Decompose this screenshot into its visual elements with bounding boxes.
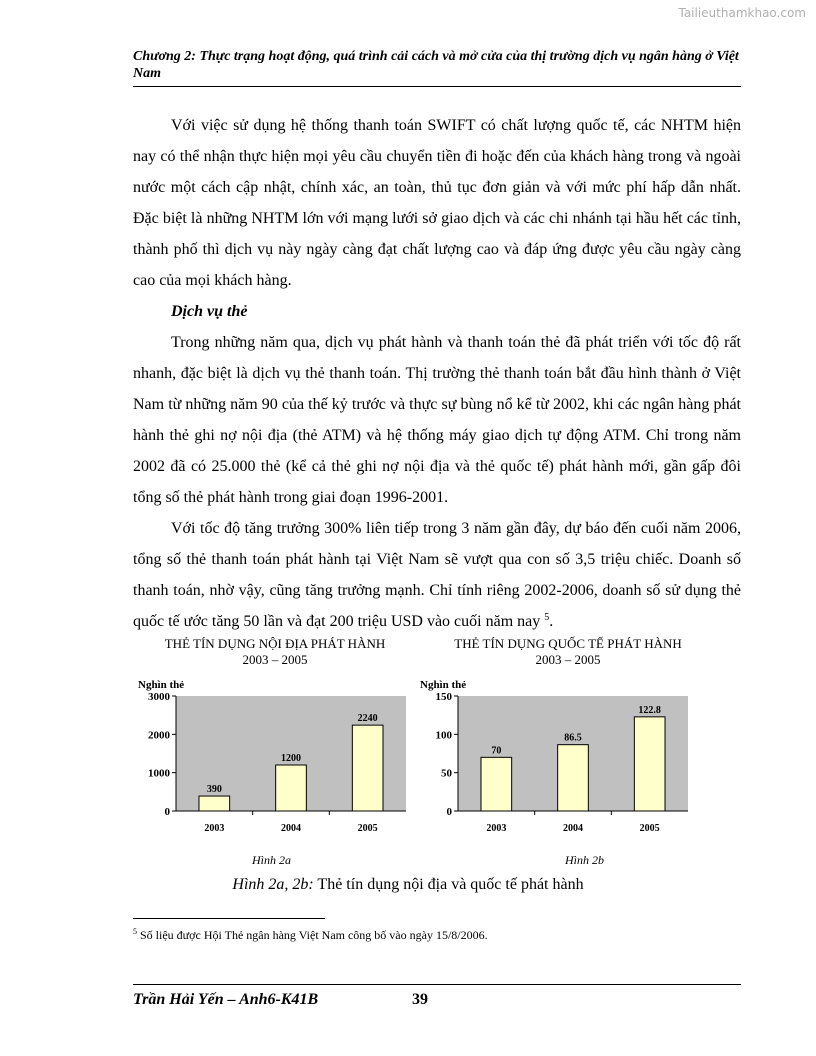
y-tick-label: 1000 — [148, 767, 170, 780]
paragraph-swift: Với việc sử dụng hệ thống thanh toán SWIFT có chất lượng quốc tế, các NHTM hiện nay có thể nhận thực hiện mọi yêu cầu chuyển tiền đi hoặc đến của khách hàng trong và ngoài nước một cách cập nhật, chính xác, an toàn, thủ tục đơn giản và với mức phí hấp dẫn nhất. Đặc biệt là những NHTM lớn với mạng lưới sở giao dịch và các chi nhánh tại hầu hết các tỉnh, thành phố thì dịch vụ này ngày càng đạt chất lượng cao và đáp ứng được yêu cầu ngày càng cao của mọi khách hàng. — [133, 117, 741, 289]
bar — [276, 765, 307, 811]
chart-2-title: THẺ TÍN DỤNG QUỐC TẾ PHÁT HÀNH — [454, 636, 682, 651]
x-tick-label: 2003 — [204, 823, 225, 834]
header-divider — [133, 86, 741, 87]
paragraph-growth-end: . — [549, 613, 554, 630]
bar — [634, 717, 665, 811]
y-axis-label: Nghìn thẻ — [138, 679, 185, 691]
footnote — [133, 928, 488, 943]
y-tick-label: 3000 — [148, 691, 170, 703]
footnote-divider — [133, 918, 325, 919]
y-tick-label: 50 — [441, 767, 452, 780]
figure-caption — [0, 876, 816, 894]
watermark: Tailieuthamkhao.com — [678, 6, 806, 20]
data-label: 1200 — [281, 753, 301, 764]
footnote-ref: 5 — [544, 612, 550, 623]
footnote-text: Số liệu được Hội Thẻ ngân hàng Việt Nam công bố vào ngày 15/8/2006. — [137, 928, 488, 942]
chart-1-caption: Hình 2a — [252, 853, 291, 867]
data-label: 86.5 — [564, 732, 582, 744]
chart-2-title-block — [428, 636, 708, 668]
footer-author: Trần Hải Yến – Anh6-K41B — [133, 991, 319, 1008]
paragraph-card-service: Trong những năm qua, dịch vụ phát hành và thanh toán thẻ đã phát triển với tốc độ rất nhanh, đặc biệt là dịch vụ thẻ thanh toán. Thị trường thẻ thanh toán bắt đầu hình thành ở Việt Nam từ những năm 90 của thế kỷ trước và thực sự bùng nổ kể từ 2002, khi các ngân hàng phát hành thẻ ghi nợ nội địa (thẻ ATM) và hệ thống máy giao dịch tự động ATM. Chỉ trong năm 2002 đã có 25.000 thẻ (kể cả thẻ ghi nợ nội địa và thẻ quốc tế) phát hành mới, gần gấp đôi tổng số thẻ phát hành trong giai đoạn 1996-2001. — [133, 334, 741, 506]
y-tick-label: 150 — [435, 691, 452, 703]
x-tick-label: 2005 — [357, 823, 378, 834]
paragraph-growth — [133, 513, 741, 637]
x-tick-label: 2003 — [486, 823, 507, 834]
y-tick-label: 100 — [435, 729, 452, 742]
data-label: 2240 — [357, 713, 378, 725]
y-tick-label: 2000 — [148, 729, 170, 742]
chart-international-cards — [412, 672, 702, 842]
data-label: 70 — [491, 745, 502, 757]
bar — [558, 745, 589, 811]
footnote-number: 5 — [133, 927, 137, 936]
data-label: 122.8 — [638, 704, 661, 716]
data-label: 390 — [206, 784, 222, 796]
bar — [352, 725, 383, 811]
chapter-header: Chương 2: Thực trạng hoạt động, quá trình cải cách và mở cửa của thị trường dịch vụ ngân hàng ở Việt Nam — [133, 49, 739, 81]
figure-caption-text: Thẻ tín dụng nội địa và quốc tế phát hành — [313, 876, 584, 893]
chart-1-subtitle: 2003 – 2005 — [242, 652, 308, 667]
y-axis-label: Nghìn thẻ — [420, 679, 467, 691]
chart-2-subtitle: 2003 – 2005 — [535, 652, 601, 667]
section-heading: Dịch vụ thẻ — [171, 303, 248, 320]
chart-1-title: THẺ TÍN DỤNG NỘI ĐỊA PHÁT HÀNH — [164, 636, 386, 651]
body-text — [133, 110, 741, 637]
page-number: 39 — [412, 991, 428, 1008]
chart-1-title-block — [140, 636, 410, 668]
y-tick-label: 0 — [446, 806, 452, 818]
figure-caption-label: Hình 2a, 2b: — [232, 876, 314, 893]
footer-divider — [133, 984, 741, 985]
bar — [199, 796, 230, 811]
paragraph-growth-text: Với tốc độ tăng trưởng 300% liên tiếp trong 3 năm gần đây, dự báo đến cuối năm 2006, tổng số thẻ thanh toán phát hành tại Việt Nam sẽ vượt qua con số 3,5 triệu chiếc. Doanh số thanh toán, nhờ vậy, cũng tăng trưởng mạnh. Chỉ tính riêng 2002-2006, doanh số sử dụng thẻ quốc tế ước tăng 50 lần và đạt 200 triệu USD vào cuối năm nay — [133, 520, 741, 630]
x-tick-label: 2004 — [281, 823, 301, 834]
bar — [481, 757, 512, 811]
chart-2-caption: Hình 2b — [565, 853, 604, 867]
chart-domestic-cards — [130, 672, 420, 842]
x-tick-label: 2004 — [563, 823, 583, 834]
x-tick-label: 2005 — [639, 823, 660, 834]
y-tick-label: 0 — [164, 806, 170, 818]
